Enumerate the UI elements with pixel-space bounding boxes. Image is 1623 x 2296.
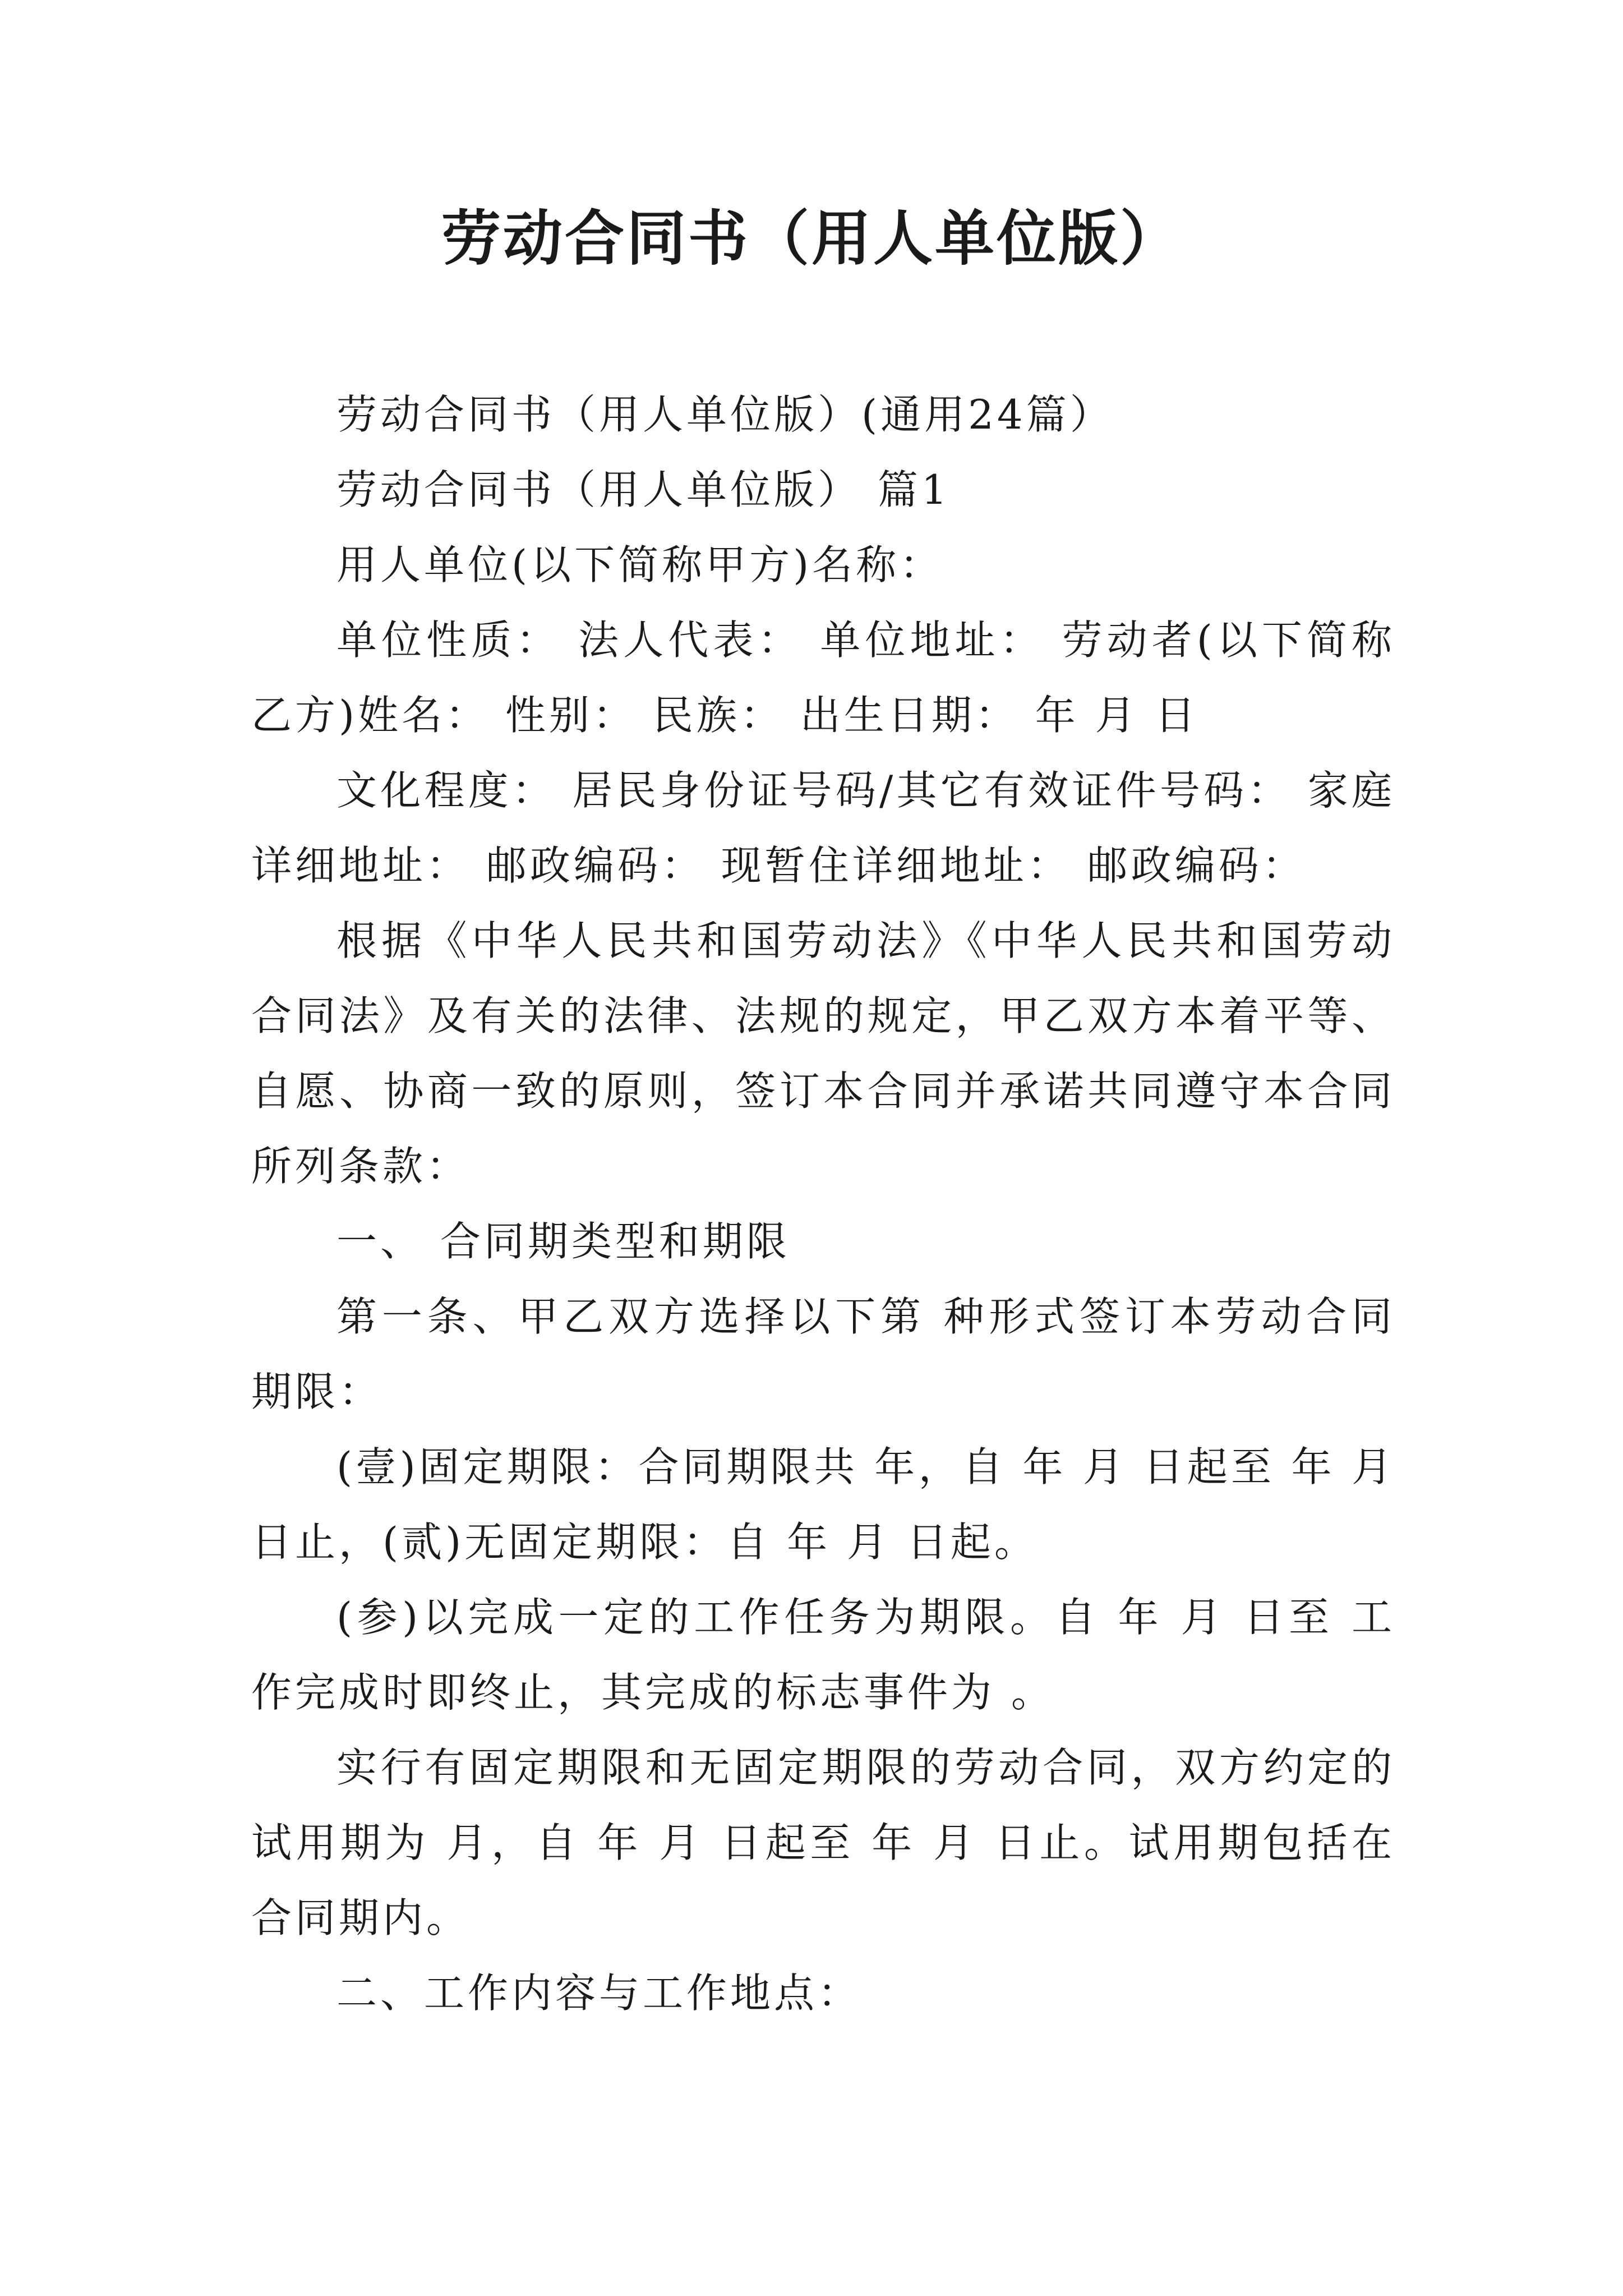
legal-basis-paragraph: 根据《中华人民共和国劳动法》《中华人民共和国劳动合同法》及有关的法律、法规的规定，甲乙双方本着平等、自愿、协商一致的原则，签订本合同并承诺共同遵守本合同所列条款：	[251, 917, 1395, 1190]
section-heading-contract-term: 一、 合同期类型和期限	[336, 1218, 790, 1265]
document-body	[251, 377, 1395, 2031]
fixed-term-paragraph: (壹)固定期限：合同期限共 年，自 年 月 日起至 年 月 日止，(贰)无固定期限：自 年 月 日起。	[251, 1443, 1395, 1566]
section-heading-part-1: 劳动合同书（用人单位版） 篇1	[336, 466, 951, 513]
section-heading-work-content: 二、工作内容与工作地点：	[336, 1970, 862, 2017]
employee-details-paragraph: 文化程度： 居民身份证号码/其它有效证件号码： 家庭详细地址： 邮政编码： 现暂住详细地址： 邮政编码：	[251, 767, 1395, 889]
subtitle-paragraph: 劳动合同书（用人单位版）(通用24篇）	[336, 391, 1114, 438]
probation-paragraph: 实行有固定期限和无固定期限的劳动合同，双方约定的试用期为 月，自 年 月 日起至 年 月 日止。试用期包括在合同期内。	[251, 1744, 1395, 1941]
employer-name-line: 用人单位(以下简称甲方)名称：	[336, 541, 944, 588]
employer-employee-info-paragraph: 单位性质： 法人代表： 单位地址： 劳动者(以下简称乙方)姓名： 性别： 民族： 出生日期： 年 月 日	[251, 616, 1395, 739]
article-1-paragraph: 第一条、甲乙双方选择以下第 种形式签订本劳动合同期限：	[251, 1293, 1395, 1415]
task-term-paragraph: (参)以完成一定的工作任务为期限。自 年 月 日至 工作完成时即终止，其完成的标志事件为 。	[251, 1594, 1395, 1716]
document-title: 劳动合同书（用人单位版）	[441, 203, 1182, 273]
